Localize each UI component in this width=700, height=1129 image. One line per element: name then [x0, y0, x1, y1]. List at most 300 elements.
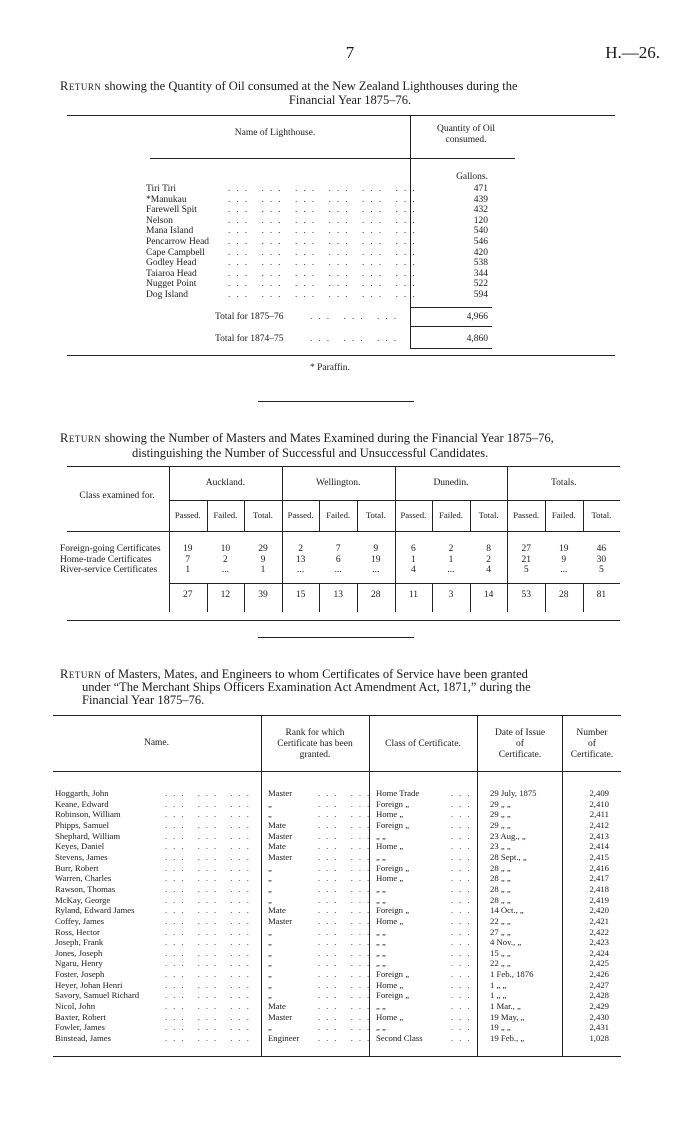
leader-dots: ... — [451, 809, 476, 820]
certificate-class: Foreign „ — [376, 862, 410, 873]
cell-value: 10 — [220, 544, 231, 554]
leader-dots: ... ... ... — [165, 883, 255, 894]
holder-name: Baxter, Robert — [55, 1011, 106, 1022]
certificate-class: Home „ — [376, 1011, 404, 1022]
total-value: 27 — [183, 590, 193, 600]
leader-dots: ... ... — [318, 841, 376, 852]
certificate-class: „ „ — [376, 1001, 386, 1011]
total-value: 13 — [333, 590, 343, 600]
certificate-number: 2,421 — [589, 915, 609, 926]
sub-header: Total. — [253, 510, 273, 520]
oil-rule-header — [150, 158, 515, 159]
oil-total-1874-label: Total for 1874–75 — [215, 334, 284, 344]
lighthouse-name: *Manukau — [146, 194, 187, 205]
leader-dots: ... ... — [318, 788, 376, 798]
holder-name: Warren, Charles — [55, 873, 112, 884]
rank: „ — [268, 958, 272, 969]
certificate-class: Home „ — [376, 979, 404, 990]
leader-dots: ... ... ... — [165, 809, 255, 820]
lighthouse-name: Pencarrow Head — [146, 237, 210, 247]
leader-dots: ... ... ... — [165, 958, 255, 969]
certificate-class: Home Trade — [376, 788, 420, 798]
cell-value: 5 — [523, 565, 529, 576]
oil-return-title — [60, 79, 640, 107]
oil-quantity: 120 — [473, 215, 488, 226]
oil-total-1874-value: 4,860 — [466, 334, 488, 344]
holder-name: Heyer, Johan Henri — [55, 979, 123, 990]
lighthouse-name: Mana Island — [146, 226, 194, 237]
leader-dots: ... ... — [318, 1001, 376, 1011]
leader-dots: ... ... ... — [165, 1001, 255, 1011]
holder-name: Ngaru, Henry — [55, 958, 103, 969]
masters-title-lead: Return — [60, 431, 102, 445]
holder-name: Coffey, James — [55, 915, 104, 926]
certificate-number: 2,411 — [589, 809, 609, 820]
oil-title-line2: Financial Year 1875–76. — [288, 93, 412, 107]
sub-header: Passed. — [287, 510, 314, 520]
holder-name: Binstead, James — [55, 1033, 111, 1043]
oil-quantity: 439 — [473, 194, 488, 205]
certificate-number: 2,420 — [589, 905, 609, 916]
leader-dots: ... ... ... ... ... ... — [228, 237, 421, 247]
holder-name: Hoggarth, John — [55, 788, 109, 798]
leader-dots: ... ... ... ... ... ... — [228, 247, 421, 258]
certificate-class: Home „ — [376, 841, 404, 852]
cell-value: 19 — [371, 554, 381, 565]
rank: Master — [268, 851, 293, 862]
issue-date: 29 „ „ — [490, 820, 511, 830]
total-value: 11 — [408, 590, 418, 600]
cell-value: 2 — [486, 554, 491, 565]
leader-dots: ... ... ... — [165, 894, 255, 905]
certificate-number: 2,425 — [589, 958, 609, 969]
class-label: River-service Certificates — [60, 565, 158, 576]
oil-rule-total-bottom — [410, 348, 492, 349]
certificate-class: Foreign „ — [376, 969, 410, 979]
oil-total-1875-value: 4,966 — [466, 312, 488, 322]
total-value: 15 — [295, 590, 306, 600]
cell-value: 1 — [411, 554, 416, 565]
rank: Master — [268, 830, 293, 841]
holder-name: Jones, Joseph — [55, 947, 103, 958]
issue-date: 22 „ „ — [490, 958, 511, 969]
sub-header: Total. — [591, 510, 612, 520]
service-rule-top — [53, 715, 621, 716]
oil-total-1875-dots: ... ... ... — [310, 312, 403, 322]
total-value: 81 — [596, 590, 607, 600]
certificate-class: Home „ — [376, 809, 404, 820]
cell-value: 19 — [559, 544, 569, 554]
masters-rule-header — [67, 531, 620, 532]
certificate-number: 2,409 — [589, 788, 609, 798]
masters-rule-top — [67, 466, 620, 467]
region-header: Dunedin. — [433, 478, 469, 488]
oil-title-lead: Return — [60, 79, 102, 93]
sub-header: Passed. — [513, 510, 540, 520]
section-separator-2 — [258, 637, 414, 638]
sub-header: Total. — [478, 510, 499, 520]
leader-dots: ... ... — [318, 798, 376, 809]
certificate-class: „ „ — [376, 1022, 386, 1033]
certificate-number: 2,430 — [589, 1011, 609, 1022]
cell-value: 46 — [596, 544, 607, 554]
certificate-class: Foreign „ — [376, 990, 410, 1001]
masters-rule-bottom — [67, 620, 620, 621]
lighthouse-name: Godley Head — [146, 258, 197, 269]
holder-name: Phipps, Samuel — [55, 820, 110, 830]
total-value: 28 — [559, 590, 569, 600]
holder-name: Rawson, Thomas — [55, 883, 116, 894]
leader-dots: ... — [451, 979, 476, 990]
rank: Master — [268, 1011, 293, 1022]
leader-dots: ... — [451, 958, 476, 969]
issue-date: 28 „ „ — [490, 862, 511, 873]
leader-dots: ... ... ... — [165, 862, 255, 873]
issue-date: 15 „ „ — [490, 947, 511, 958]
masters-col-class: Class examined for. — [79, 491, 155, 501]
leader-dots: ... — [451, 1022, 476, 1033]
issue-date: 4 Nov., „ — [490, 937, 522, 948]
class-label: Home-trade Certificates — [60, 554, 152, 565]
column-line — [207, 500, 208, 531]
service-return-title — [60, 668, 640, 707]
leader-dots: ... ... — [318, 883, 376, 894]
issue-date: 29 „ „ — [490, 798, 511, 809]
holder-name: Stevens, James — [55, 851, 108, 862]
certificate-number: 2,428 — [589, 990, 609, 1001]
certificate-number: 2,416 — [589, 862, 609, 873]
cell-value: ... — [297, 565, 305, 576]
oil-total-1875-label: Total for 1875–76 — [215, 312, 284, 322]
leader-dots: ... ... — [318, 851, 376, 862]
region-header: Auckland. — [205, 478, 246, 488]
leader-dots: ... ... ... ... ... ... — [228, 290, 421, 300]
lighthouse-name: Tiri Tiri — [146, 184, 177, 194]
service-title-line2: under “The Merchant Ships Officers Examination Act Amendment Act, 1871,” during the — [82, 680, 531, 694]
holder-name: Nicol, John — [55, 1001, 96, 1011]
leader-dots: ... ... — [318, 990, 376, 1001]
issue-date: 28 „ „ — [490, 873, 511, 884]
certificate-class: „ „ — [376, 958, 386, 969]
leader-dots: ... ... ... ... ... ... — [228, 205, 421, 216]
lighthouse-name: Nugget Point — [146, 279, 197, 290]
holder-name: Keyes, Daniel — [55, 841, 105, 852]
certificate-number: 2,424 — [589, 947, 609, 958]
lighthouse-name: Farewell Spit — [146, 205, 197, 216]
leader-dots: ... ... — [318, 947, 376, 958]
total-value: 28 — [371, 590, 381, 600]
leader-dots: ... ... — [318, 905, 376, 916]
leader-dots: ... ... — [318, 809, 376, 820]
service-col-number-2: of — [588, 739, 596, 749]
leader-dots: ... — [451, 788, 476, 798]
cell-value: 2 — [448, 544, 454, 554]
cell-value: 1 — [185, 565, 191, 576]
certificate-class: Foreign „ — [376, 798, 410, 809]
cell-value: ... — [334, 565, 342, 576]
rank: „ — [268, 947, 272, 958]
cell-value: 13 — [295, 554, 306, 565]
leader-dots: ... ... ... — [165, 990, 255, 1001]
holder-name: Keane, Edward — [55, 798, 109, 809]
oil-quantity: 471 — [473, 184, 488, 194]
issue-date: 19 Feb., „ — [490, 1033, 525, 1043]
rank: „ — [268, 979, 272, 990]
column-line — [244, 500, 245, 531]
leader-dots: ... — [451, 926, 476, 937]
leader-dots: ... ... — [318, 926, 376, 937]
cell-value: ... — [221, 565, 229, 576]
service-col-rank-3: granted. — [299, 750, 331, 760]
leader-dots: ... — [451, 894, 476, 905]
oil-rule-top — [67, 115, 615, 116]
leader-dots: ... — [451, 798, 476, 809]
holder-name: Robinson, William — [55, 809, 121, 820]
oil-quantity: 432 — [473, 205, 488, 216]
leader-dots: ... ... — [318, 937, 376, 948]
section-separator-1 — [258, 401, 414, 402]
masters-title-line2: distinguishing the Number of Successful and Unsuccessful Candidates. — [132, 446, 489, 460]
holder-name: Savory, Samuel Richard — [55, 990, 140, 1001]
cell-value: 9 — [260, 554, 266, 565]
rank: Mate — [268, 841, 286, 852]
rank: Mate — [268, 1001, 286, 1011]
lighthouse-name: Cape Campbell — [146, 247, 205, 258]
certificate-class: Foreign „ — [376, 905, 410, 916]
page-reference: H.—26. — [605, 43, 660, 62]
leader-dots: ... — [451, 830, 476, 841]
issue-date: 19 „ „ — [490, 1022, 511, 1033]
rank: „ — [268, 873, 272, 884]
region-header: Wellington. — [316, 478, 361, 488]
holder-name: Foster, Joseph — [55, 969, 105, 979]
certificate-number: 2,414 — [589, 841, 609, 852]
sub-header: Failed. — [326, 510, 351, 520]
service-col-rank-1: Rank for which — [285, 728, 345, 738]
leader-dots: ... ... — [318, 1033, 376, 1043]
sub-header: Failed. — [439, 510, 463, 520]
leader-dots: ... ... ... — [165, 788, 255, 798]
cell-value: 7 — [185, 554, 191, 565]
issue-date: 23 „ „ — [490, 841, 511, 852]
leader-dots: ... ... ... — [165, 915, 255, 926]
service-col-number-1: Number — [576, 728, 608, 738]
sub-header: Failed. — [551, 510, 576, 520]
total-value: 14 — [483, 590, 494, 600]
leader-dots: ... ... ... ... ... ... — [228, 215, 421, 226]
rank: Master — [268, 788, 293, 798]
lighthouse-name: Dog Island — [146, 290, 188, 300]
leader-dots: ... ... — [318, 873, 376, 884]
leader-dots: ... — [451, 969, 476, 979]
leader-dots: ... ... — [318, 830, 376, 841]
leader-dots: ... — [451, 820, 476, 830]
oil-col-qty-2: consumed. — [445, 135, 487, 145]
leader-dots: ... — [451, 905, 476, 916]
leader-dots: ... ... ... — [165, 905, 255, 916]
cell-value: 8 — [486, 544, 491, 554]
oil-total-1874-dots: ... ... ... — [310, 334, 403, 344]
leader-dots: ... ... — [318, 1011, 376, 1022]
rank: „ — [268, 937, 272, 948]
certificate-number: 2,410 — [589, 798, 609, 809]
masters-title-rest: showing the Number of Masters and Mates Examined during the Financial Year 1875–76, — [104, 431, 554, 445]
oil-title-rest: showing the Quantity of Oil consumed at the New Zealand Lighthouses during the — [104, 79, 518, 93]
issue-date: 28 „ „ — [490, 894, 511, 905]
total-value: 12 — [220, 590, 231, 600]
oil-rule-total-mid — [410, 326, 492, 327]
holder-name: McKay, George — [55, 894, 111, 905]
rank: Mate — [268, 820, 286, 830]
certificate-class: „ „ — [376, 851, 386, 862]
leader-dots: ... ... ... ... ... ... — [228, 279, 421, 290]
certificate-number: 1,028 — [589, 1033, 609, 1043]
service-title-line1: of Masters, Mates, and Engineers to whom Certificates of Service have been granted — [104, 667, 528, 681]
service-col-date-1: Date of Issue — [494, 728, 546, 738]
certificate-class: „ „ — [376, 937, 386, 948]
holder-name: Ross, Hector — [55, 926, 100, 937]
leader-dots: ... ... ... — [165, 1011, 255, 1022]
issue-date: 29 „ „ — [490, 809, 511, 820]
leader-dots: ... — [451, 947, 476, 958]
oil-quantity: 540 — [473, 226, 488, 237]
certificate-class: Foreign „ — [376, 820, 410, 830]
leader-dots: ... ... ... — [165, 830, 255, 841]
oil-rule-total-top — [410, 307, 492, 308]
leader-dots: ... ... ... — [165, 979, 255, 990]
class-label: Foreign-going Certificates — [60, 544, 161, 554]
oil-quantity: 538 — [473, 258, 488, 269]
leader-dots: ... ... ... — [165, 820, 255, 830]
column-line — [583, 500, 584, 531]
holder-name: Ryland, Edward James — [55, 905, 135, 916]
service-title-line3: Financial Year 1875–76. — [82, 693, 205, 707]
leader-dots: ... ... — [318, 958, 376, 969]
cell-value: ... — [447, 565, 455, 576]
column-line — [261, 715, 262, 1056]
leader-dots: ... ... ... — [165, 873, 255, 884]
leader-dots: ... ... — [318, 862, 376, 873]
service-col-class: Class of Certificate. — [385, 739, 461, 749]
leader-dots: ... ... — [318, 894, 376, 905]
issue-date: 1 Feb., 1876 — [490, 969, 534, 979]
certificate-class: „ „ — [376, 926, 386, 937]
oil-quantity: 546 — [473, 237, 488, 247]
rank: „ — [268, 894, 272, 905]
cell-value: 6 — [411, 544, 416, 554]
issue-date: 1 Mar., „ — [490, 1001, 521, 1011]
issue-date: 1 „ „ — [490, 979, 507, 990]
leader-dots: ... ... — [318, 1022, 376, 1033]
service-col-rank-2: Certificate has been — [277, 739, 353, 749]
service-rule-bottom — [53, 1056, 621, 1057]
cell-value: 9 — [561, 554, 567, 565]
oil-footnote: * Paraffin. — [310, 363, 350, 373]
leader-dots: ... ... ... ... ... ... — [228, 194, 421, 205]
holder-name: Burr, Robert — [55, 862, 99, 873]
certificate-number: 2,426 — [589, 969, 609, 979]
cell-value: 30 — [596, 554, 607, 565]
rank: Master — [268, 915, 293, 926]
oil-quantity: 594 — [473, 290, 488, 300]
certificate-class: Home „ — [376, 915, 404, 926]
oil-col-name: Name of Lighthouse. — [234, 128, 316, 138]
rank: „ — [268, 926, 272, 937]
oil-unit: Gallons. — [456, 172, 488, 182]
issue-date: 28 Sept., „ — [490, 851, 527, 862]
leader-dots: ... ... — [318, 820, 376, 830]
leader-dots: ... — [451, 915, 476, 926]
cell-value: 6 — [335, 554, 341, 565]
leader-dots: ... — [451, 862, 476, 873]
total-value: 39 — [258, 590, 268, 600]
rank: „ — [268, 1022, 272, 1033]
leader-dots: ... ... ... ... ... ... — [228, 258, 421, 269]
issue-date: 22 „ „ — [490, 915, 511, 926]
leader-dots: ... ... ... — [165, 926, 255, 937]
service-col-number-3: Certificate. — [570, 750, 614, 760]
sub-header: Failed. — [213, 510, 238, 520]
issue-date: 19 May, „ — [490, 1011, 525, 1022]
oil-quantity: 522 — [473, 279, 488, 290]
certificate-number: 2,418 — [589, 883, 609, 894]
cell-value: 21 — [521, 554, 531, 565]
service-rule-header — [53, 771, 621, 772]
leader-dots: ... ... ... — [165, 798, 255, 809]
service-col-date-3: Certificate. — [498, 750, 542, 760]
certificate-number: 2,419 — [589, 894, 609, 905]
leader-dots: ... ... ... — [165, 1033, 255, 1043]
leader-dots: ... — [451, 841, 476, 852]
rank: „ — [268, 809, 272, 820]
lighthouse-name: Nelson — [146, 215, 173, 226]
issue-date: 27 „ „ — [490, 926, 511, 937]
holder-name: Joseph, Frank — [55, 937, 104, 948]
certificate-class: „ „ — [376, 947, 386, 958]
oil-col-qty-1: Quantity of Oil — [436, 124, 496, 134]
cell-value: 29 — [258, 544, 268, 554]
masters-return-title — [60, 431, 640, 461]
service-title-lead: Return — [60, 667, 102, 681]
cell-value: 1 — [448, 554, 454, 565]
sub-header: Passed. — [174, 510, 201, 520]
page-number: 7 — [345, 43, 355, 62]
issue-date: 28 „ „ — [490, 883, 511, 894]
cell-value: 27 — [521, 544, 531, 554]
region-header: Totals. — [551, 478, 577, 488]
leader-dots: ... — [451, 1011, 476, 1022]
cell-value: 19 — [183, 544, 193, 554]
cell-value: 4 — [411, 565, 416, 576]
cell-value: 7 — [335, 544, 341, 554]
leader-dots: ... — [451, 873, 476, 884]
issue-date: 29 July, 1875 — [490, 788, 537, 798]
certificate-number: 2,429 — [589, 1001, 609, 1011]
rank: Mate — [268, 905, 286, 916]
leader-dots: ... ... ... — [165, 937, 255, 948]
leader-dots: ... — [451, 1033, 476, 1043]
cell-value: 2 — [223, 554, 228, 565]
cell-value: 9 — [373, 544, 379, 554]
leader-dots: ... ... ... — [165, 947, 255, 958]
certificate-number: 2,412 — [589, 820, 609, 830]
issue-date: 14 Oct., „ — [490, 905, 524, 916]
holder-name: Shephard, William — [55, 830, 121, 841]
rank: Engineer — [268, 1033, 300, 1043]
service-col-name: Name. — [143, 738, 170, 748]
certificate-number: 2,415 — [589, 851, 609, 862]
oil-rule-bottom — [67, 355, 615, 356]
